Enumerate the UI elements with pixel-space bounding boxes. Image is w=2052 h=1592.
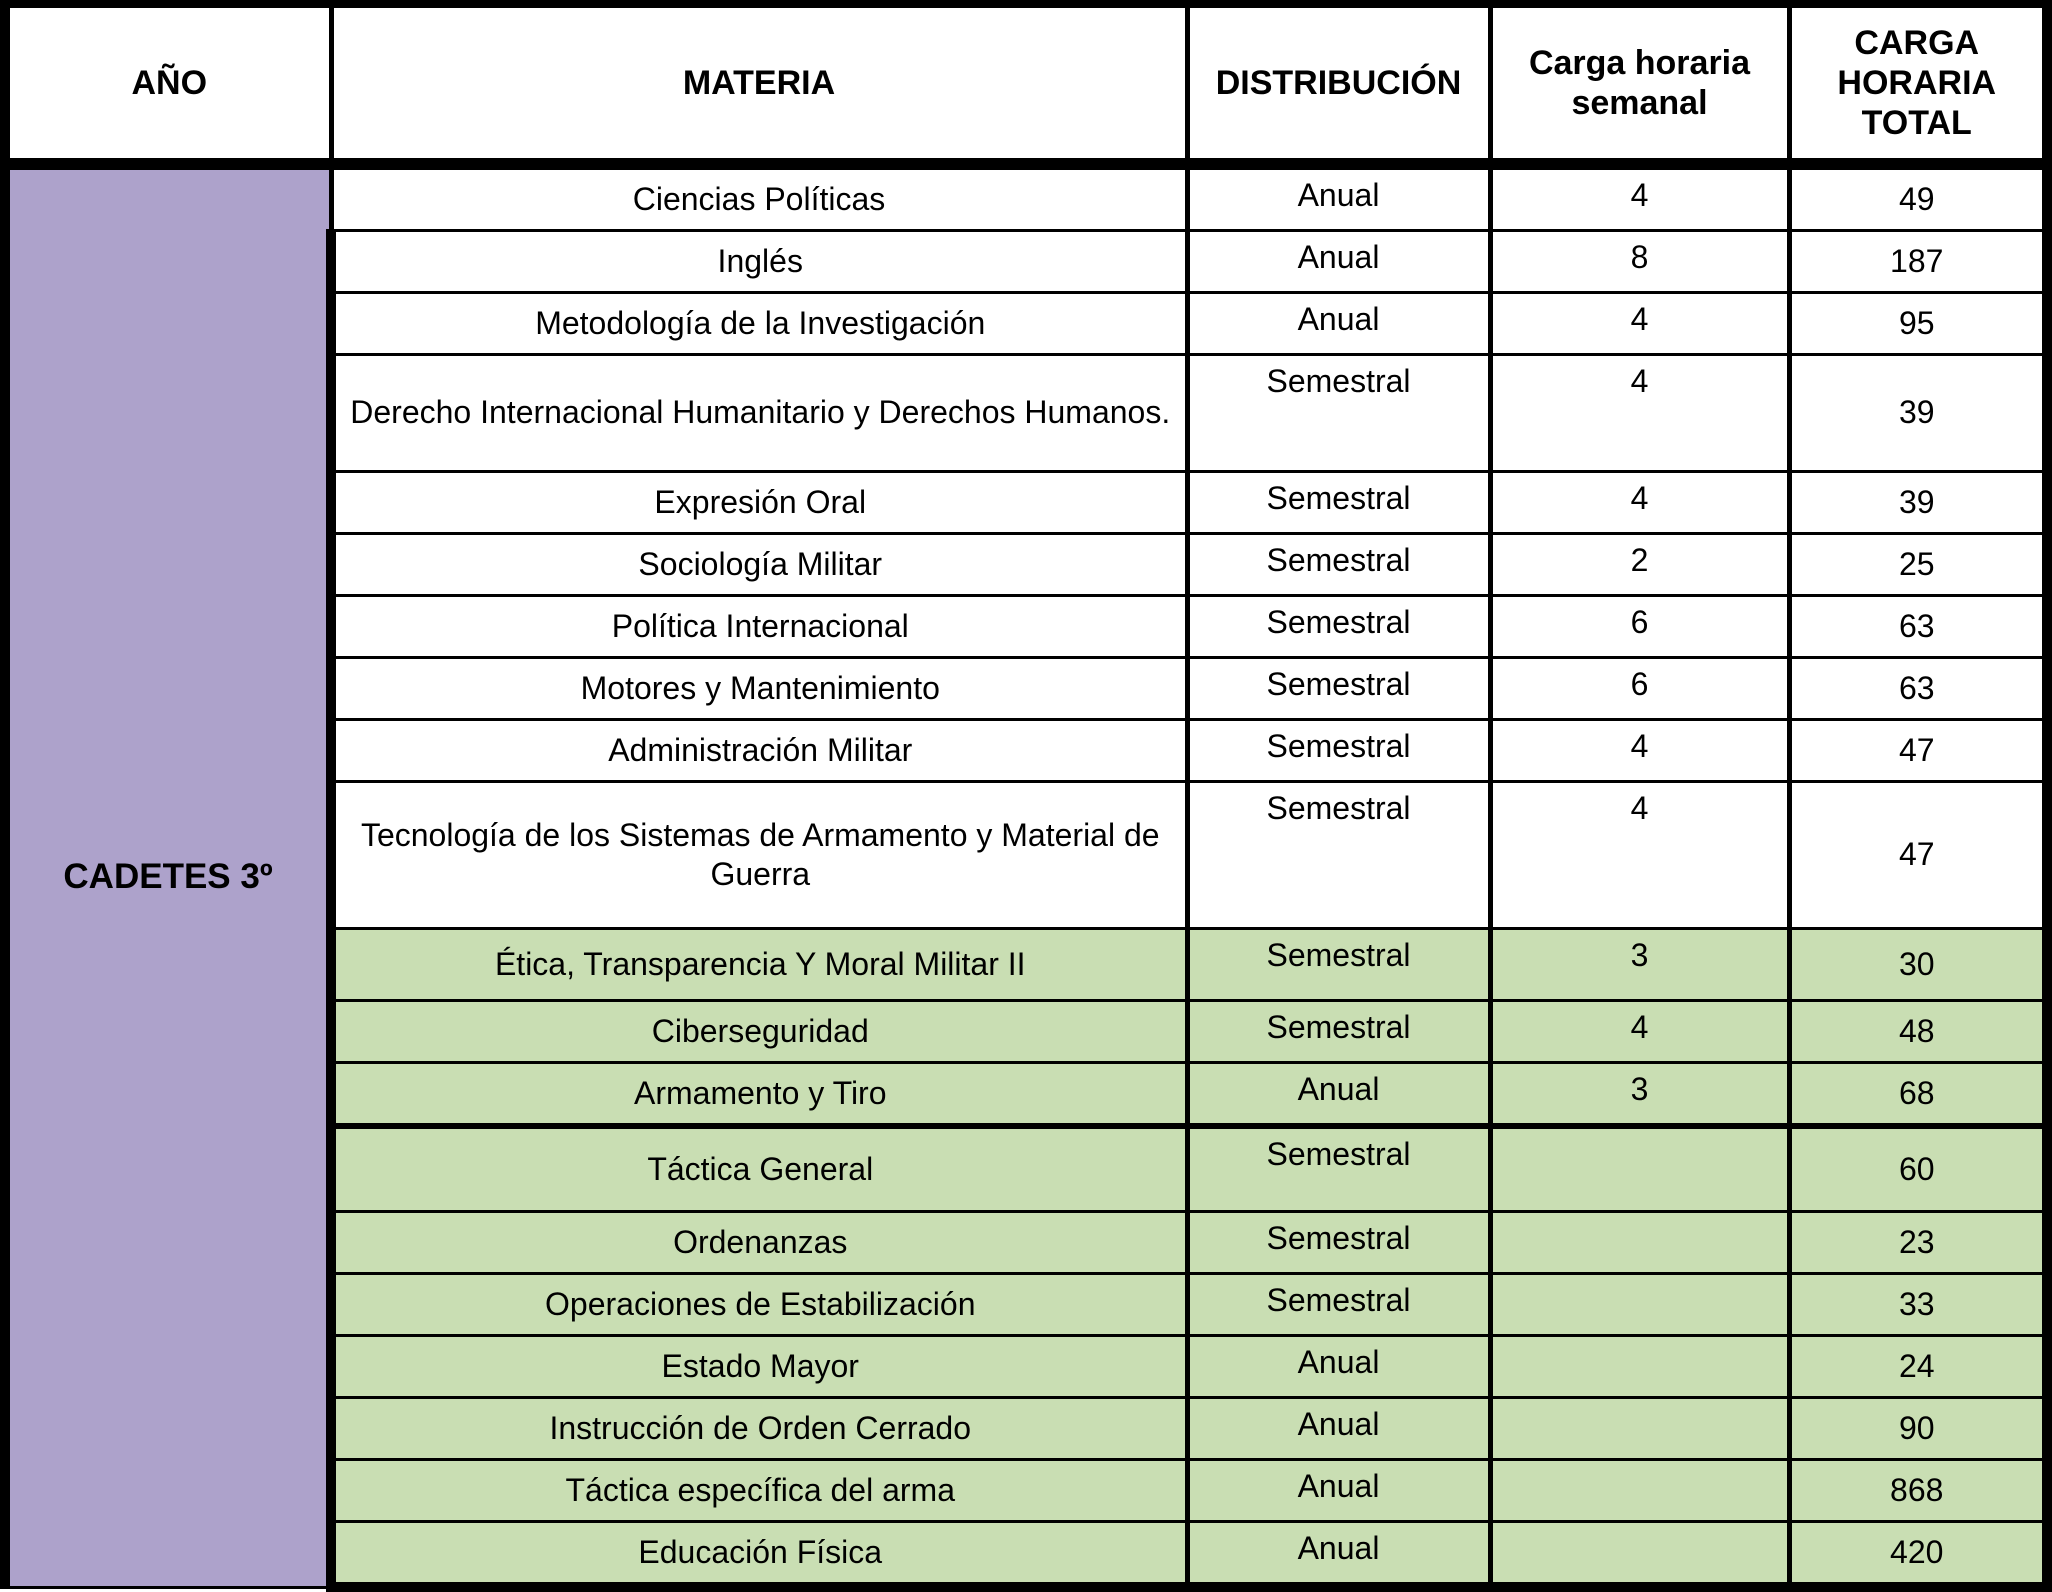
- carga-total-cell: 63: [1789, 596, 2047, 658]
- carga-total-cell: 25: [1789, 534, 2047, 596]
- carga-semanal-cell: 4: [1490, 782, 1789, 929]
- distribucion-cell: Semestral: [1187, 534, 1490, 596]
- distribucion-cell: Anual: [1187, 231, 1490, 293]
- distribucion-cell: Anual: [1187, 164, 1490, 231]
- materia-cell: Metodología de la Investigación: [331, 293, 1187, 355]
- header-ano: AÑO: [5, 4, 331, 164]
- distribucion-cell: Anual: [1187, 1336, 1490, 1398]
- carga-semanal-cell: [1490, 1336, 1789, 1398]
- carga-total-cell: 39: [1789, 472, 2047, 534]
- header-carga-total: CARGA HORARIA TOTAL: [1789, 4, 2047, 164]
- carga-semanal-cell: [1490, 1398, 1789, 1460]
- distribucion-cell: Semestral: [1187, 1126, 1490, 1212]
- carga-total-cell: 39: [1789, 355, 2047, 472]
- materia-cell: Sociología Militar: [331, 534, 1187, 596]
- carga-semanal-cell: 3: [1490, 1063, 1789, 1127]
- carga-total-cell: 24: [1789, 1336, 2047, 1398]
- carga-semanal-cell: [1490, 1460, 1789, 1522]
- distribucion-cell: Semestral: [1187, 720, 1490, 782]
- carga-total-cell: 30: [1789, 929, 2047, 1001]
- distribucion-cell: Anual: [1187, 1522, 1490, 1588]
- carga-semanal-cell: 4: [1490, 720, 1789, 782]
- distribucion-cell: Anual: [1187, 1398, 1490, 1460]
- materia-cell: Operaciones de Estabilización: [331, 1274, 1187, 1336]
- distribucion-cell: Anual: [1187, 1460, 1490, 1522]
- carga-total-cell: 47: [1789, 782, 2047, 929]
- materia-cell: Política Internacional: [331, 596, 1187, 658]
- carga-total-cell: 95: [1789, 293, 2047, 355]
- carga-semanal-cell: 3: [1490, 929, 1789, 1001]
- carga-total-cell: 33: [1789, 1274, 2047, 1336]
- distribucion-cell: Semestral: [1187, 596, 1490, 658]
- distribucion-cell: Semestral: [1187, 658, 1490, 720]
- carga-semanal-cell: [1490, 1274, 1789, 1336]
- table-row: [5, 164, 2047, 231]
- materia-cell: Educación Física: [331, 1522, 1187, 1588]
- distribucion-cell: Semestral: [1187, 355, 1490, 472]
- materia-cell: Derecho Internacional Humanitario y Derechos Humanos.: [331, 355, 1187, 472]
- carga-semanal-cell: [1490, 1522, 1789, 1588]
- materia-cell: Ciencias Políticas: [331, 164, 1187, 231]
- carga-semanal-cell: 6: [1490, 596, 1789, 658]
- carga-total-cell: 49: [1789, 164, 2047, 231]
- materia-cell: Tecnología de los Sistemas de Armamento y Material de Guerra: [331, 782, 1187, 929]
- materia-cell: Motores y Mantenimiento: [331, 658, 1187, 720]
- carga-semanal-cell: 2: [1490, 534, 1789, 596]
- carga-semanal-cell: 6: [1490, 658, 1789, 720]
- carga-total-cell: 868: [1789, 1460, 2047, 1522]
- carga-semanal-cell: 4: [1490, 1001, 1789, 1063]
- materia-cell: Armamento y Tiro: [331, 1063, 1187, 1127]
- distribucion-cell: Semestral: [1187, 782, 1490, 929]
- carga-total-cell: 420: [1789, 1522, 2047, 1588]
- materia-cell: Ordenanzas: [331, 1212, 1187, 1274]
- carga-semanal-cell: [1490, 1212, 1789, 1274]
- distribucion-cell: Semestral: [1187, 1212, 1490, 1274]
- carga-semanal-cell: 4: [1490, 472, 1789, 534]
- carga-semanal-cell: 4: [1490, 164, 1789, 231]
- carga-total-cell: 187: [1789, 231, 2047, 293]
- materia-cell: Administración Militar: [331, 720, 1187, 782]
- header-row: [5, 4, 2047, 164]
- header-distribucion: DISTRIBUCIÓN: [1187, 4, 1490, 164]
- materia-cell: Inglés: [331, 231, 1187, 293]
- carga-semanal-cell: [1490, 1126, 1789, 1212]
- carga-total-cell: 47: [1789, 720, 2047, 782]
- carga-semanal-cell: 8: [1490, 231, 1789, 293]
- year-cell: CADETES 3º: [5, 164, 331, 1587]
- carga-semanal-cell: 4: [1490, 293, 1789, 355]
- carga-total-cell: 60: [1789, 1126, 2047, 1212]
- distribucion-cell: Semestral: [1187, 1274, 1490, 1336]
- materia-cell: Estado Mayor: [331, 1336, 1187, 1398]
- carga-total-cell: 23: [1789, 1212, 2047, 1274]
- header-carga-semanal: Carga horaria semanal: [1490, 4, 1789, 164]
- distribucion-cell: Semestral: [1187, 929, 1490, 1001]
- table-header: [5, 4, 2047, 164]
- distribucion-cell: Semestral: [1187, 472, 1490, 534]
- distribucion-cell: Semestral: [1187, 1001, 1490, 1063]
- header-materia: MATERIA: [331, 4, 1187, 164]
- carga-semanal-cell: 4: [1490, 355, 1789, 472]
- carga-total-cell: 63: [1789, 658, 2047, 720]
- materia-cell: Expresión Oral: [331, 472, 1187, 534]
- carga-total-cell: 90: [1789, 1398, 2047, 1460]
- distribucion-cell: Anual: [1187, 1063, 1490, 1127]
- carga-total-cell: 48: [1789, 1001, 2047, 1063]
- materia-cell: Ética, Transparencia Y Moral Militar II: [331, 929, 1187, 1001]
- materia-cell: Táctica General: [331, 1126, 1187, 1212]
- materia-cell: Ciberseguridad: [331, 1001, 1187, 1063]
- materia-cell: Táctica específica del arma: [331, 1460, 1187, 1522]
- distribucion-cell: Anual: [1187, 293, 1490, 355]
- carga-total-cell: 68: [1789, 1063, 2047, 1127]
- materia-cell: Instrucción de Orden Cerrado: [331, 1398, 1187, 1460]
- table-body: [5, 164, 2047, 1587]
